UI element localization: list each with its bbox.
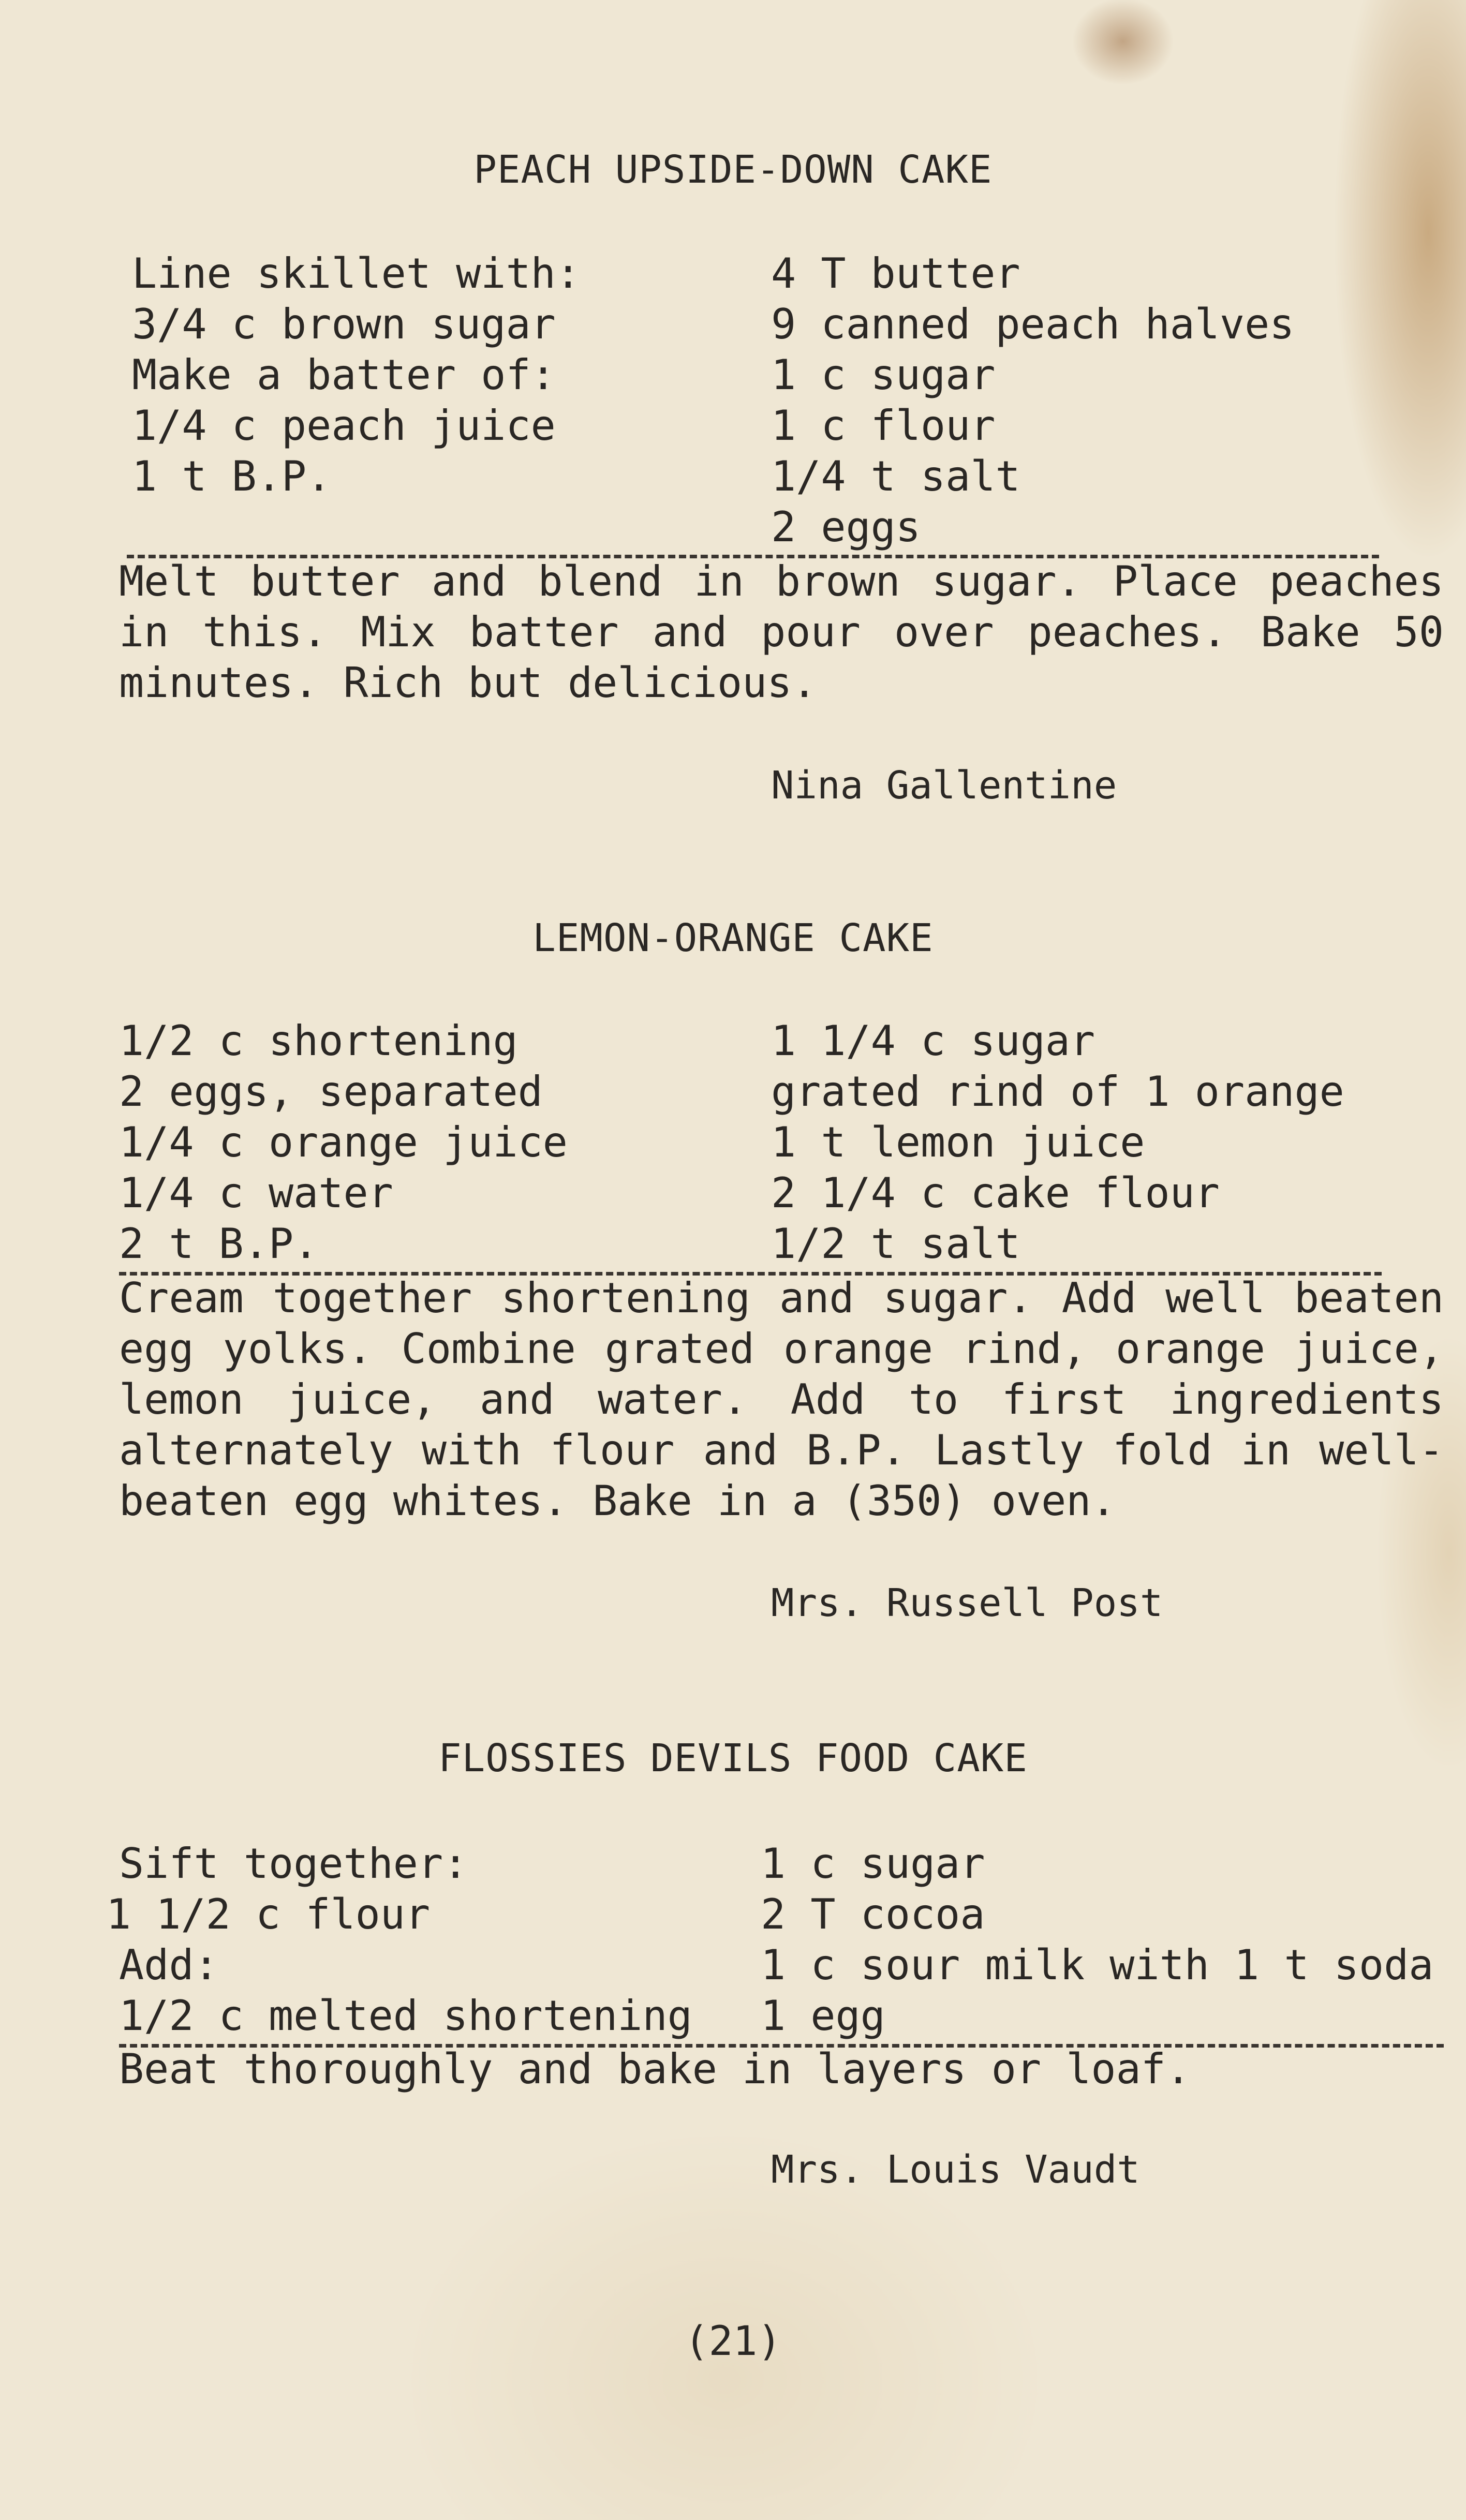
ingredient-left: 1 1/2 c flour bbox=[106, 1890, 431, 1938]
ingredient-right: 4 T butter bbox=[771, 249, 1020, 298]
recipe-directions: Melt butter and blend in brown sugar. Place peaches in this. Mix batter and pour over peaches. Bake 50 minutes. Rich but delicious. bbox=[119, 557, 1444, 707]
ingredient-right: 2 T cocoa bbox=[761, 1890, 985, 1938]
page-number: (21) bbox=[684, 2318, 782, 2365]
ingredient-right: 1 egg bbox=[761, 1992, 885, 2040]
recipe-directions: Beat thoroughly and bake in layers or loaf. bbox=[119, 2045, 1191, 2093]
recipe-title: FLOSSIES DEVILS FOOD CAKE bbox=[438, 1736, 1028, 1781]
ingredient-right: 1 c flour bbox=[771, 402, 996, 450]
ingredient-right: 1 t lemon juice bbox=[771, 1118, 1145, 1166]
recipe-title: PEACH UPSIDE-DOWN CAKE bbox=[473, 147, 993, 192]
ingredient-right: 1 c sour milk with 1 t soda bbox=[761, 1941, 1434, 1989]
ingredient-left: 1/4 c peach juice bbox=[132, 402, 556, 450]
ingredient-left: 2 t B.P. bbox=[119, 1220, 319, 1268]
ingredient-left: 1 t B.P. bbox=[132, 452, 332, 500]
recipe-contributor: Mrs. Russell Post bbox=[771, 1581, 1163, 1625]
ingredient-right: 1 1/4 c sugar bbox=[771, 1017, 1095, 1065]
ingredient-right: 1/4 t salt bbox=[771, 452, 1020, 500]
ingredient-left: 2 eggs, separated bbox=[119, 1068, 543, 1116]
ingredient-right: 2 1/4 c cake flour bbox=[771, 1169, 1220, 1217]
ingredient-right: 1/2 t salt bbox=[771, 1220, 1020, 1268]
ingredient-left: Add: bbox=[119, 1941, 219, 1989]
ingredient-left: Make a batter of: bbox=[132, 351, 556, 399]
ingredient-right: 1 c sugar bbox=[771, 351, 996, 399]
ingredient-left: Sift together: bbox=[119, 1840, 468, 1888]
ingredient-left: 1/2 c shortening bbox=[119, 1017, 518, 1065]
ingredient-right: 9 canned peach halves bbox=[771, 300, 1295, 348]
ingredient-left: 1/4 c water bbox=[119, 1169, 393, 1217]
recipe-title: LEMON-ORANGE CAKE bbox=[532, 916, 934, 960]
ingredient-right: 1 c sugar bbox=[761, 1840, 985, 1888]
recipe-directions: Cream together shortening and sugar. Add well beaten egg yolks. Combine grated orange rind, orange juice, lemon juice, and water. Add to first ingredients alternately with flour and B.P. Lastly fold in well-beaten egg whites. Bake in a (350) oven. bbox=[119, 1274, 1444, 1525]
ingredient-right: 2 eggs bbox=[771, 503, 921, 551]
recipe-contributor: Nina Gallentine bbox=[771, 763, 1117, 808]
ingredient-left: Line skillet with: bbox=[132, 249, 581, 298]
ingredient-left: 1/4 c orange juice bbox=[119, 1118, 568, 1166]
recipe-contributor: Mrs. Louis Vaudt bbox=[771, 2147, 1140, 2192]
ingredient-right: grated rind of 1 orange bbox=[771, 1068, 1344, 1116]
ingredient-left: 1/2 c melted shortening bbox=[119, 1992, 692, 2040]
ingredient-left: 3/4 c brown sugar bbox=[132, 300, 556, 348]
